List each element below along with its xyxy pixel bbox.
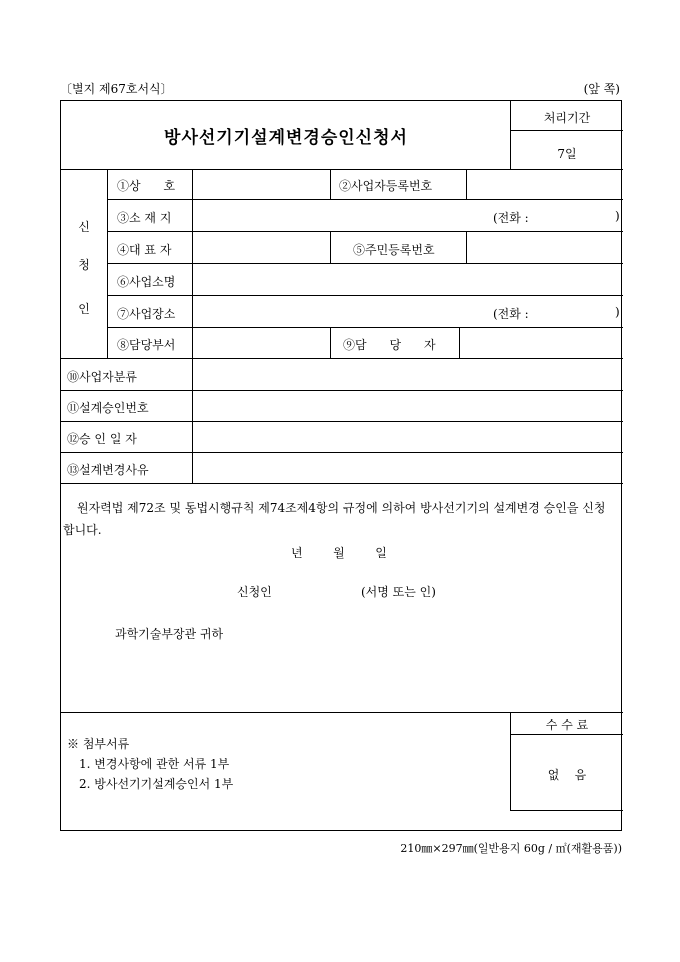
approval-date-label: ⑫승 인 일 자 [67, 432, 137, 446]
company-name-field[interactable] [193, 170, 330, 199]
place-phone-close: ) [615, 305, 620, 319]
addressee: 과학기술부장관 귀하 [115, 627, 224, 641]
business-place-label: ⑦사업장소 [117, 307, 176, 321]
address-phone-open: (전화 : [493, 211, 529, 225]
resident-reg-no-label: ⑤주민등록번호 [353, 243, 435, 257]
resident-reg-no-field[interactable] [467, 232, 623, 263]
representative-field[interactable] [193, 232, 330, 263]
form-title: 방사선기기설계변경승인신청서 [164, 128, 408, 148]
operator-class-field[interactable] [193, 359, 623, 390]
attachment-item-1: 1. 변경사항에 관한 서류 1부 [79, 757, 230, 771]
business-reg-no-label: ②사업자등록번호 [339, 179, 433, 193]
applicant-group-label-3: 인 [78, 302, 90, 316]
change-reason-field[interactable] [193, 453, 623, 483]
person-in-charge-field[interactable] [460, 328, 623, 358]
attachment-item-2: 2. 방사선기기설계승인서 1부 [79, 777, 234, 791]
business-name-label: ⑥사업소명 [117, 275, 176, 289]
approval-date-field[interactable] [193, 422, 623, 452]
address-label: ③소 재 지 [117, 211, 172, 225]
application-form [60, 100, 622, 831]
business-name-field[interactable] [193, 264, 623, 295]
operator-class-label: ⑩사업자분류 [67, 370, 137, 384]
address-phone-close: ) [615, 209, 620, 223]
change-reason-label: ⑬설계변경사유 [67, 463, 149, 477]
person-in-charge-label: ⑨담 당 자 [343, 338, 436, 352]
processing-period-label: 처리기간 [543, 111, 591, 125]
applicant-group-label-1: 신 [78, 220, 90, 234]
applicant-sign-label: 신청인 [237, 585, 272, 599]
business-place-field[interactable] [193, 296, 493, 327]
department-label: ⑧담당부서 [117, 338, 176, 352]
signature-note: (서명 또는 인) [361, 585, 436, 599]
address-field[interactable] [193, 200, 493, 231]
design-approval-no-field[interactable] [193, 391, 623, 421]
processing-period-value: 7일 [557, 147, 577, 161]
application-statement: 원자력법 제72조 및 동법시행규칙 제74조제4항의 규정에 의하여 방사선기기의 설계변경 승인을 신청합니다. [63, 501, 606, 537]
applicant-group-label-2: 청 [78, 258, 90, 272]
form-number: 〔별지 제67호서식〕 [60, 82, 173, 96]
paper-spec: 210㎜×297㎜(일반용지 60g / ㎡(재활용품)) [400, 842, 622, 855]
department-field[interactable] [193, 328, 330, 358]
business-reg-no-field[interactable] [467, 170, 623, 199]
representative-label: ④대 표 자 [117, 243, 172, 257]
fee-label: 수 수 료 [545, 718, 589, 732]
attachments-heading: ※ 첨부서류 [67, 737, 130, 751]
design-approval-no-label: ⑪설계승인번호 [67, 401, 149, 415]
page-side-label: (앞 쪽) [583, 82, 620, 96]
date-line: 년 월 일 [291, 546, 387, 560]
place-phone-open: (전화 : [493, 307, 529, 321]
fee-value: 없 음 [547, 768, 587, 782]
company-name-label: ①상 호 [117, 179, 176, 193]
